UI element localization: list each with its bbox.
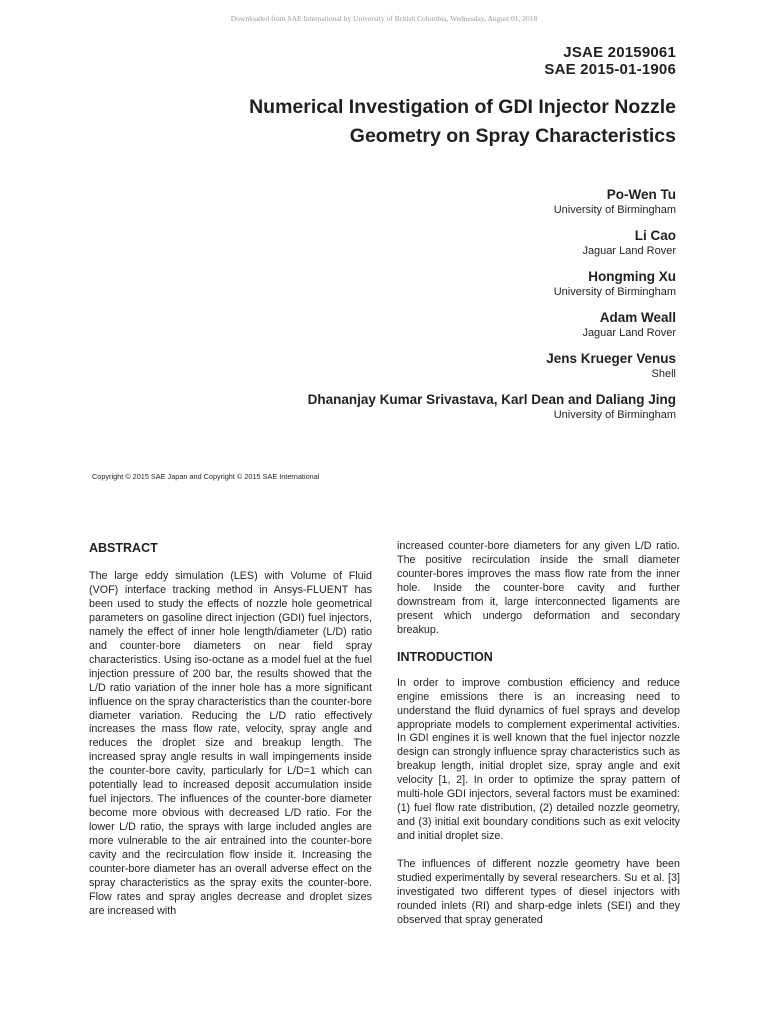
author-affiliation: University of Birmingham bbox=[553, 204, 676, 216]
author-name: Hongming Xu bbox=[588, 269, 676, 284]
author-list bbox=[76, 186, 676, 432]
paper-identifiers bbox=[544, 44, 676, 78]
author-block bbox=[76, 186, 676, 217]
paper-title bbox=[116, 93, 676, 151]
author-affiliation: Jaguar Land Rover bbox=[582, 245, 676, 257]
author-affiliation: University of Birmingham bbox=[553, 409, 676, 421]
right-column bbox=[397, 540, 680, 928]
author-name: Po-Wen Tu bbox=[606, 187, 676, 202]
introduction-paragraph: The influences of different nozzle geometry have been studied experimentally by several researchers. Su et al. [3] investigated two different types of diesel injectors with rounded inlets (RI) and sharp-edge inlets (SEI) and they observed that spray generated bbox=[397, 858, 680, 926]
author-name: Jens Krueger Venus bbox=[546, 351, 676, 366]
author-affiliation: Jaguar Land Rover bbox=[582, 327, 676, 339]
author-block bbox=[76, 309, 676, 340]
introduction-paragraph: In order to improve combustion efficiency and reduce engine emissions there is an increasing need to understand the fluid dynamics of fuel sprays and develop appropriate models to complement experimental activities. In GDI engines it is well known that the fuel injector nozzle design can strongly influence spray characteristics such as breakup length, initial droplet size, spray angle and exit velocity [1, 2]. In order to optimize the spray pattern of multi-hole GDI injectors, several factors must be examined: (1) fuel flow rate distribution, (2) detailed nozzle geometry, and (3) initial exit boundary conditions such as exit velocity and initial droplet size. bbox=[397, 676, 680, 843]
author-name: Adam Weall bbox=[599, 310, 676, 325]
author-block bbox=[76, 391, 676, 422]
sae-number: SAE 2015-01-1906 bbox=[544, 61, 676, 78]
author-affiliation: University of Birmingham bbox=[553, 286, 676, 298]
left-column bbox=[89, 540, 372, 919]
jsae-number: JSAE 20159061 bbox=[563, 44, 676, 61]
author-block bbox=[76, 268, 676, 299]
author-name: Li Cao bbox=[634, 228, 676, 243]
title-line: Numerical Investigation of GDI Injector Nozzle bbox=[249, 96, 676, 118]
author-block bbox=[76, 350, 676, 381]
author-block bbox=[76, 227, 676, 258]
abstract-heading: ABSTRACT bbox=[89, 541, 158, 555]
introduction-heading: INTRODUCTION bbox=[397, 649, 493, 664]
copyright-notice: Copyright © 2015 SAE Japan and Copyright © 2015 SAE International bbox=[92, 472, 320, 481]
author-name: Dhananjay Kumar Srivastava, Karl Dean and Daliang Jing bbox=[307, 392, 676, 407]
abstract-paragraph: The large eddy simulation (LES) with Volume of Fluid (VOF) interface tracking method in Ansys-FLUENT has been used to study the effects of nozzle hole geometrical parameters on gasoline direct injection (GDI) fuel injectors, namely the effect of inner hole length/diameter (L/D) ratio and counter-bore diameters on near field spray characteristics. Using iso-octane as a model fuel at the fuel injection pressure of 200 bar, the results showed that the L/D ratio variation of the inner hole has a more significant influence on the spray characteristics than the counter-bore diameter variation. Reducing the L/D ratio effectively increases the mass flow rate, velocity, spray angle and reduces the droplet size and breakup length. The increased spray angle results in wall impingements inside the counter-bore cavity, particularly for L/D=1 which can potentially lead to increased deposit accumulation inside fuel injectors. The influences of the counter-bore diameter become more obvious with decreased L/D ratio. For the lower L/D ratio, the sprays with large included angles are more vulnerable to the air entrained into the counter-bore cavity and the recirculation flow inside it. Increasing the counter-bore diameter has an overall adverse effect on the spray characteristics as the spray exits the counter-bore. Flow rates and spray angles decrease and droplet sizes are increased with bbox=[89, 570, 372, 917]
author-affiliation: Shell bbox=[651, 368, 676, 380]
download-note: Downloaded from SAE International by University of British Columbia, Wednesday, August 01, 2018 bbox=[230, 14, 538, 23]
title-line: Geometry on Spray Characteristics bbox=[349, 125, 676, 147]
abstract-paragraph-continued: increased counter-bore diameters for any given L/D ratio. The positive recirculation inside the small diameter counter-bores improves the mass flow rate from the inner hole. Inside the counter-bore cavity and further downstream from it, large interconnected ligaments are present which undergo deformation and secondary breakup. bbox=[397, 540, 680, 636]
